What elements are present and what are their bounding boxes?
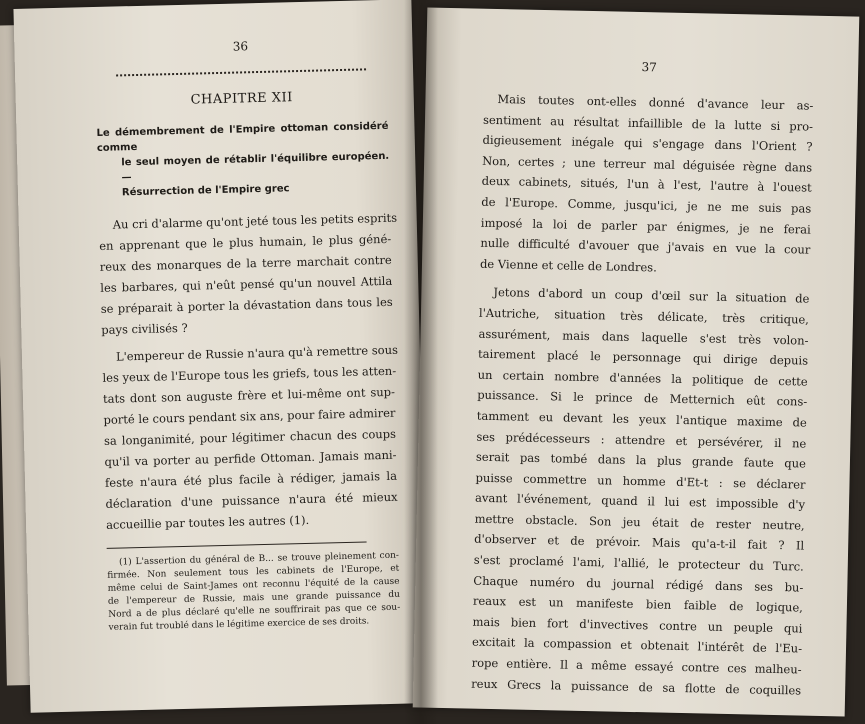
text-line: sentiment au résultat infaillible de la lutte si pro- bbox=[482, 112, 814, 134]
left-paragraph-1 bbox=[99, 208, 398, 341]
text-line: rope entière. Il a même essayé contre ces malheu- bbox=[471, 655, 802, 677]
footnote-line: (1) L'assertion du général de B... se trouve pleinement con- bbox=[118, 550, 400, 568]
text-line: un certain nombre d'années la politique de cette bbox=[477, 367, 808, 389]
text-line: digieusement inégale qui s'engage dans l'Orient ? bbox=[482, 132, 813, 154]
footnote-line: verain fut troublé dans le légitime exercice de ses droits. bbox=[108, 616, 370, 633]
summary-line: Résurrection de l'Empire grec bbox=[121, 183, 290, 199]
right-page bbox=[413, 8, 860, 717]
chapter-title: CHAPITRE XII bbox=[190, 90, 293, 108]
text-line: qu'il va porter au perfide Ottoman. Jamais mani- bbox=[104, 447, 397, 469]
text-line: d'observer et de prévoir. Mais qu'a-t-il fait ? Il bbox=[474, 532, 805, 554]
text-line: puisse commettre un homme d'Et-t : se déclarer bbox=[475, 470, 806, 492]
right-paragraph-2 bbox=[471, 282, 810, 701]
text-line: l'Autriche, situation très délicate, très critique, bbox=[478, 305, 810, 327]
text-line: puissance. Si le prince de Metternich eût cons- bbox=[477, 387, 808, 409]
text-line: accueillie par toutes les autres (1). bbox=[105, 512, 310, 532]
text-line: reux Grecs la puissance de sa flotte de coquilles bbox=[471, 676, 802, 698]
text-line: Chaque numéro du journal rédigé dans ses bu- bbox=[473, 573, 804, 595]
left-paragraph-2 bbox=[102, 340, 399, 536]
decorative-rule bbox=[116, 68, 366, 76]
left-page-content bbox=[94, 36, 400, 635]
text-line: reux des monarques de la terre marchait contre bbox=[99, 252, 392, 274]
text-line: tats dont son auguste frère et lui-même ont sup- bbox=[102, 384, 396, 406]
text-line: assurément, mais dans laquelle s'est très volon- bbox=[478, 326, 809, 348]
text-line: déclaration d'une puissance n'aura été mieux bbox=[105, 489, 398, 511]
right-page-content bbox=[471, 57, 814, 709]
text-line: de l'Europe. Comme, jusqu'ici, je ne me suis pas bbox=[481, 194, 812, 216]
footnote-line: même celui de Saint-James ont reconnu l'équité de la cause bbox=[107, 576, 400, 594]
text-line: s'est proclamé l'ami, l'allié, le protecteur du Turc. bbox=[473, 552, 804, 574]
footnote bbox=[107, 550, 401, 635]
text-line: avant l'événement, quand il lui est impossible d'y bbox=[474, 490, 806, 512]
text-line: nulle difficulté d'avouer que j'avais en vue la cour bbox=[480, 235, 811, 257]
text-line: Jetons d'abord un coup d'œil sur la situation de bbox=[493, 285, 810, 306]
summary-line: le seul moyen de rétablir l'équilibre européen. — bbox=[121, 150, 390, 184]
right-paragraph-1 bbox=[480, 89, 814, 281]
text-line: mais bien fort d'invectives contre un peuple qui bbox=[472, 614, 803, 636]
text-line: imposé la loi de parler par énigmes, je ne ferai bbox=[480, 215, 811, 237]
text-line: pays civilisés ? bbox=[101, 320, 188, 337]
footnote-line: firmée. Non seulement tous les cabinets de l'Europe, et bbox=[107, 563, 400, 581]
left-page bbox=[13, 0, 428, 713]
text-line: ses prédécesseurs : attendre et persévérer, il ne bbox=[476, 429, 807, 451]
text-line: Au cri d'alarme qu'ont jeté tous les petits esprits bbox=[112, 210, 398, 232]
footnote-rule bbox=[107, 541, 367, 548]
text-line: sa longanimité, pour légitimer chacun des coups bbox=[103, 426, 397, 448]
text-line: L'empereur de Russie n'aura qu'à remettre sous bbox=[115, 342, 399, 364]
footnote-line: de l'empereur de Russie, mais une grande puissance du bbox=[107, 589, 401, 607]
text-line: de Vienne et celle de Londres. bbox=[479, 256, 657, 275]
text-line: Non, certes ; une terreur mal déguisée règne dans bbox=[482, 153, 813, 175]
footnote-line: Nord a de plus déclaré qu'elle ne souffrirait pas que ce sou- bbox=[108, 602, 401, 620]
book-gutter bbox=[404, 0, 438, 724]
text-line: deux cabinets, situés, l'un à l'est, l'autre à l'ouest bbox=[481, 174, 812, 196]
right-page-number: 37 bbox=[641, 60, 657, 75]
text-line: les barbares, qui n'eût pensé qu'un nouvel Attila bbox=[100, 273, 393, 295]
text-line: tairement placé le personnage qui dirige depuis bbox=[477, 346, 809, 368]
text-line: les yeux de l'Europe tous les griefs, tous les atten- bbox=[102, 363, 397, 385]
text-line: se préparait à porter la dévastation dans tous les bbox=[100, 294, 393, 316]
text-line: mettre obstacle. Son jeu était de rester neutre, bbox=[474, 511, 805, 533]
chapter-summary bbox=[96, 119, 390, 201]
text-line: Mais toutes ont-elles donné d'avance leur as- bbox=[497, 92, 814, 113]
text-line: feste n'aura été plus facile à rédiger, jamais la bbox=[104, 468, 398, 490]
text-line: serait pas tombé dans la plus grande faute que bbox=[475, 449, 807, 471]
left-page-number: 36 bbox=[232, 39, 249, 54]
text-line: reaux est un manifeste bien faible de logique, bbox=[472, 593, 804, 615]
summary-line: Le démembrement de l'Empire ottoman considéré comme bbox=[96, 120, 389, 154]
text-line: tamment eu devant les yeux l'antique maxime de bbox=[476, 408, 807, 430]
text-line: en apprenant que le plus humain, le plus géné- bbox=[99, 231, 392, 253]
text-line: excitait la compassion et obtenait l'intérêt de l'Eu- bbox=[471, 635, 803, 656]
text-line: porté le cours pendant six ans, pour faire admirer bbox=[103, 405, 396, 427]
